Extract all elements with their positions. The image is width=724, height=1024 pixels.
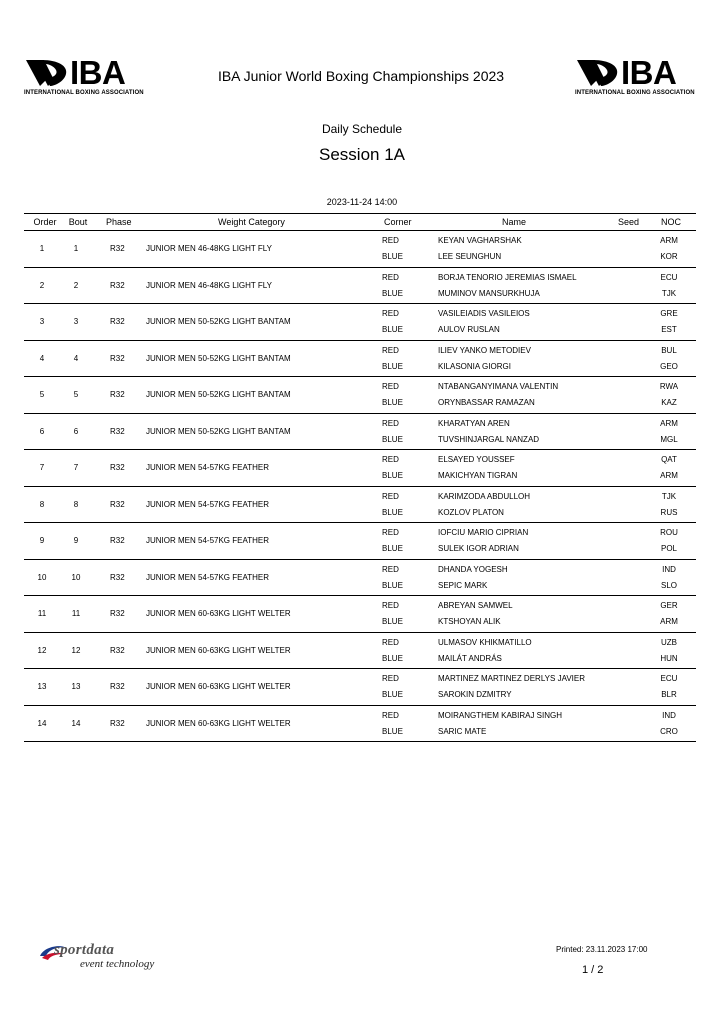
bout-number: 5 [73, 390, 79, 399]
bout-number: 8 [73, 499, 79, 509]
bout-order: 1 [39, 244, 45, 253]
blue-noc: ARM [660, 471, 678, 480]
blue-corner-label: BLUE [382, 252, 403, 261]
blue-boxer-name: TUVSHINJARGAL NANZAD [438, 434, 540, 444]
blue-noc: MGL [660, 434, 678, 444]
blue-noc: HUN [660, 653, 678, 663]
blue-boxer-name: ORYNBASSAR RAMAZAN [438, 398, 535, 407]
header-weight-category: Weight Category [218, 217, 285, 227]
red-corner-label: RED [382, 674, 399, 683]
red-corner-label: RED [382, 345, 399, 355]
table-row [24, 633, 696, 670]
red-corner-label: RED [382, 637, 399, 647]
blue-corner-label: BLUE [382, 325, 403, 334]
sportdata-brand: sportdata [54, 942, 115, 958]
bout-order: 5 [39, 390, 45, 399]
header-noc: NOC [661, 217, 681, 227]
weight-category: JUNIOR MEN 60-63KG LIGHT WELTER [146, 682, 291, 691]
printed-timestamp: Printed: 23.11.2023 17:00 [556, 945, 648, 954]
blue-corner-label: BLUE [382, 288, 403, 298]
red-boxer-name: DHANDA YOGESH [438, 564, 508, 574]
blue-corner-label: BLUE [382, 434, 403, 444]
red-corner-label: RED [382, 382, 399, 391]
event-title-text: IBA Junior World Boxing Championships 2023 [217, 68, 505, 84]
weight-category: JUNIOR MEN 46-48KG LIGHT FLY [146, 244, 272, 253]
blue-noc: SLO [660, 580, 677, 590]
red-noc: ARM [660, 418, 678, 428]
red-noc: ECU [660, 674, 678, 683]
red-noc: UZB [661, 637, 677, 647]
red-boxer-name: MARTINEZ MARTINEZ DERLYS JAVIER [438, 674, 585, 683]
blue-noc: KOR [660, 252, 678, 261]
bout-order: 7 [39, 463, 45, 472]
red-boxer-name: ABREYAN SAMWEL [438, 601, 513, 610]
red-noc: GRE [660, 309, 678, 318]
bout-phase: R32 [110, 499, 125, 509]
bout-phase: R32 [110, 390, 125, 399]
red-boxer-name: KEYAN VAGHARSHAK [438, 236, 522, 245]
schedule-table [24, 213, 696, 742]
red-corner-label: RED [382, 455, 399, 464]
sportdata-tagline: event technology [80, 958, 155, 970]
blue-corner-label: BLUE [382, 580, 403, 590]
bout-number: 1 [73, 244, 79, 253]
header-order: Order [33, 217, 57, 227]
bout-order: 11 [37, 609, 47, 618]
red-corner-label: RED [382, 601, 399, 610]
table-body [24, 231, 696, 742]
blue-boxer-name: SULEK IGOR ADRIAN [438, 544, 519, 553]
blue-boxer-name: KTSHOYAN ALIK [438, 617, 501, 626]
weight-category: JUNIOR MEN 60-63KG LIGHT WELTER [146, 609, 291, 618]
bout-order: 10 [37, 572, 47, 582]
table-row [24, 596, 696, 633]
weight-category: JUNIOR MEN 50-52KG LIGHT BANTAM [146, 390, 291, 399]
event-title [0, 68, 724, 84]
red-noc: QAT [661, 455, 677, 464]
bout-order: 4 [39, 353, 45, 363]
table-row [24, 669, 696, 706]
table-row [24, 341, 696, 378]
blue-noc: TJK [661, 288, 677, 298]
red-corner-label: RED [382, 491, 399, 501]
table-row [24, 560, 696, 597]
bout-order: 8 [39, 499, 45, 509]
red-boxer-name: BORJA TENORIO JEREMIAS ISMAEL [438, 272, 577, 282]
blue-noc: GEO [660, 361, 678, 371]
weight-category: JUNIOR MEN 50-52KG LIGHT BANTAM [146, 317, 291, 326]
weight-category: JUNIOR MEN 54-57KG FEATHER [146, 463, 269, 472]
red-boxer-name: VASILEIADIS VASILEIOS [438, 309, 530, 318]
blue-boxer-name: SARIC MATE [438, 726, 487, 736]
red-boxer-name: NTABANGANYIMANA VALENTIN [438, 382, 559, 391]
bout-number: 2 [73, 280, 79, 290]
bout-phase: R32 [110, 682, 125, 691]
table-row [24, 414, 696, 451]
weight-category: JUNIOR MEN 50-52KG LIGHT BANTAM [146, 353, 291, 363]
blue-boxer-name: MAKICHYAN TIGRAN [438, 471, 518, 480]
blue-boxer-name: KILASONIA GIORGI [438, 361, 511, 371]
bout-number: 3 [73, 317, 79, 326]
red-noc: TJK [661, 491, 677, 501]
red-noc: ARM [660, 236, 678, 245]
blue-boxer-name: MAILÁT ANDRÁS [438, 653, 502, 663]
header-seed: Seed [618, 217, 640, 227]
blue-noc: RUS [660, 507, 678, 517]
blue-boxer-name: SEPIC MARK [438, 580, 488, 590]
bout-phase: R32 [110, 244, 125, 253]
red-noc: ROU [660, 528, 678, 537]
blue-corner-label: BLUE [382, 361, 403, 371]
red-noc: ECU [660, 272, 678, 282]
red-boxer-name: IOFCIU MARIO CIPRIAN [438, 528, 529, 537]
red-corner-label: RED [382, 418, 399, 428]
logo-subtitle: INTERNATIONAL BOXING ASSOCIATION [24, 90, 144, 96]
blue-corner-label: BLUE [382, 398, 403, 407]
logo-wordmark: IBA [621, 54, 677, 91]
red-corner-label: RED [382, 710, 399, 720]
red-boxer-name: ILIEV YANKO METODIEV [438, 345, 531, 355]
bout-number: 7 [73, 463, 79, 472]
logo-subtitle: INTERNATIONAL BOXING ASSOCIATION [575, 90, 695, 96]
table-row [24, 304, 696, 341]
blue-boxer-name: LEE SEUNGHUN [438, 252, 502, 261]
bout-phase: R32 [110, 353, 125, 363]
session-title: Session 1A [319, 145, 405, 164]
weight-category: JUNIOR MEN 46-48KG LIGHT FLY [146, 280, 272, 290]
red-boxer-name: ELSAYED YOUSSEF [438, 455, 515, 464]
red-noc: IND [662, 710, 676, 720]
bout-number: 11 [71, 609, 81, 618]
blue-noc: BLR [661, 690, 677, 699]
red-corner-label: RED [382, 564, 399, 574]
header-corner: Corner [384, 217, 412, 227]
bout-order: 2 [39, 280, 45, 290]
red-corner-label: RED [382, 528, 399, 537]
bout-order: 13 [37, 682, 47, 691]
weight-category: JUNIOR MEN 54-57KG FEATHER [146, 572, 269, 582]
red-noc: RWA [659, 382, 679, 391]
blue-corner-label: BLUE [382, 653, 403, 663]
blue-boxer-name: SAROKIN DZMITRY [438, 690, 512, 699]
header-phase: Phase [106, 217, 132, 227]
blue-noc: KAZ [661, 398, 677, 407]
table-row [24, 268, 696, 305]
bout-number: 10 [71, 572, 81, 582]
weight-category: JUNIOR MEN 54-57KG FEATHER [146, 499, 269, 509]
blue-corner-label: BLUE [382, 471, 403, 480]
blue-corner-label: BLUE [382, 544, 403, 553]
blue-noc: POL [660, 544, 677, 553]
red-noc: IND [662, 564, 676, 574]
bout-order: 14 [37, 718, 47, 728]
bout-phase: R32 [110, 463, 125, 472]
bout-phase: R32 [110, 718, 125, 728]
logo-wordmark: IBA [70, 54, 126, 91]
table-row [24, 377, 696, 414]
table-row [24, 231, 696, 268]
table-row [24, 523, 696, 560]
document-title: Daily Schedule [321, 122, 403, 136]
blue-boxer-name: KOZLOV PLATON [438, 507, 504, 517]
table-row [24, 487, 696, 524]
table-row [24, 450, 696, 487]
blue-corner-label: BLUE [382, 690, 403, 699]
bout-order: 9 [39, 536, 45, 545]
red-noc: BUL [661, 345, 677, 355]
bout-order: 6 [39, 426, 45, 436]
red-corner-label: RED [382, 272, 399, 282]
red-boxer-name: KARIMZODA ABDULLOH [438, 491, 531, 501]
red-corner-label: RED [382, 309, 399, 318]
red-boxer-name: ULMASOV KHIKMATILLO [438, 637, 532, 647]
bout-phase: R32 [110, 426, 125, 436]
bout-number: 4 [73, 353, 79, 363]
bout-phase: R32 [110, 609, 125, 618]
bout-phase: R32 [110, 317, 125, 326]
bout-phase: R32 [110, 572, 125, 582]
bout-phase: R32 [110, 536, 125, 545]
header-name: Name [502, 217, 527, 227]
red-corner-label: RED [382, 236, 399, 245]
red-noc: GER [660, 601, 678, 610]
bout-number: 14 [71, 718, 81, 728]
red-boxer-name: KHARATYAN AREN [438, 418, 510, 428]
header-bout: Bout [68, 217, 88, 227]
sportdata-logo [38, 942, 178, 972]
weight-category: JUNIOR MEN 60-63KG LIGHT WELTER [146, 645, 291, 655]
table-row [24, 706, 696, 743]
weight-category: JUNIOR MEN 54-57KG FEATHER [146, 536, 269, 545]
blue-corner-label: BLUE [382, 617, 403, 626]
blue-noc: ARM [660, 617, 678, 626]
blue-boxer-name: MUMINOV MANSURKHUJA [438, 288, 540, 298]
table-header [24, 214, 696, 231]
blue-noc: CRO [660, 726, 678, 736]
weight-category: JUNIOR MEN 60-63KG LIGHT WELTER [146, 718, 291, 728]
red-boxer-name: MOIRANGTHEM KABIRAJ SINGH [438, 710, 563, 720]
bout-order: 12 [37, 645, 47, 655]
bout-number: 9 [73, 536, 79, 545]
blue-corner-label: BLUE [382, 507, 403, 517]
bout-number: 13 [71, 682, 81, 691]
bout-number: 12 [71, 645, 81, 655]
bout-number: 6 [73, 426, 79, 436]
bout-phase: R32 [110, 645, 125, 655]
blue-corner-label: BLUE [382, 726, 403, 736]
session-datetime: 2023-11-24 14:00 [326, 197, 398, 207]
weight-category: JUNIOR MEN 50-52KG LIGHT BANTAM [146, 426, 291, 436]
bout-order: 3 [39, 317, 45, 326]
blue-noc: EST [661, 325, 677, 334]
page-number: 1 / 2 [582, 964, 604, 976]
bout-phase: R32 [110, 280, 125, 290]
blue-boxer-name: AULOV RUSLAN [438, 325, 500, 334]
